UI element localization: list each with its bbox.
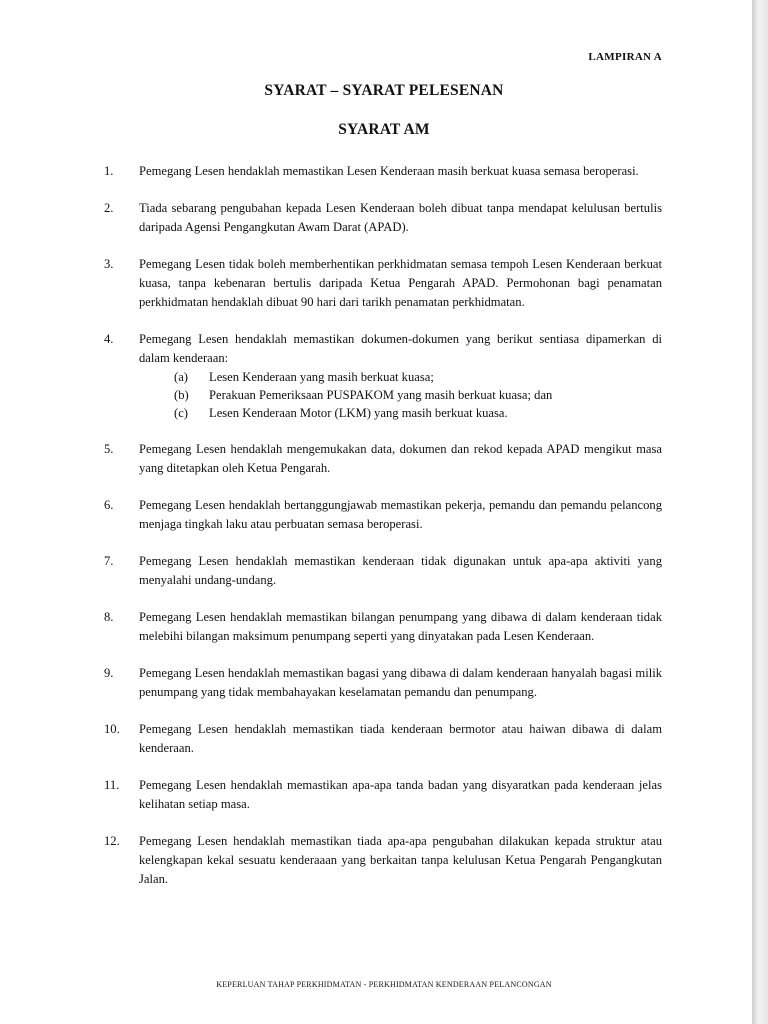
list-item: [104, 330, 662, 422]
list-item: [104, 255, 662, 312]
document-title: SYARAT – SYARAT PELESENAN: [264, 82, 504, 99]
sub-item: [139, 386, 662, 404]
item-text: Pemegang Lesen hendaklah memastikan kenderaan tidak digunakan untuk apa-apa aktiviti yang menyalahi undang-undang.: [139, 554, 662, 587]
item-number: 6.: [104, 498, 114, 512]
sub-item-label: (a): [174, 370, 188, 384]
item-text: Tiada sebarang pengubahan kepada Lesen Kenderaan boleh dibuat tanpa mendapat kelulusan bertulis daripada Agensi Pengangkutan Awam Darat (APAD).: [139, 201, 662, 234]
item-text: Pemegang Lesen hendaklah memastikan dokumen-dokumen yang berikut sentiasa dipamerkan di dalam kenderaan:: [139, 332, 662, 365]
list-item: [104, 664, 662, 702]
item-number: 5.: [104, 442, 114, 456]
sub-item-label: (c): [174, 406, 188, 420]
item-number: 8.: [104, 610, 114, 624]
page-edge-shadow: [752, 0, 768, 1024]
appendix-label: LAMPIRAN A: [588, 51, 662, 63]
sub-item: [139, 404, 662, 422]
conditions-list: [104, 162, 662, 907]
sub-item: [139, 368, 662, 386]
item-text: Pemegang Lesen hendaklah memastikan Lesen Kenderaan masih berkuat kuasa semasa beroperasi.: [139, 164, 639, 178]
item-number: 10.: [104, 722, 120, 736]
page-footer: KEPERLUAN TAHAP PERKHIDMATAN - PERKHIDMATAN KENDERAAN PELANCONGAN: [216, 980, 552, 989]
list-item: [104, 552, 662, 590]
item-text: Pemegang Lesen hendaklah memastikan apa-apa tanda badan yang disyaratkan pada kenderaan jelas kelihatan setiap masa.: [139, 778, 662, 811]
list-item: [104, 608, 662, 646]
list-item: [104, 440, 662, 478]
sub-item-label: (b): [174, 388, 189, 402]
item-number: 12.: [104, 834, 120, 848]
list-item: [104, 496, 662, 534]
item-number: 2.: [104, 201, 114, 215]
item-text: Pemegang Lesen hendaklah bertanggungjawab memastikan pekerja, pemandu dan pemandu pelancong menjaga tingkah laku atau perbuatan semasa beroperasi.: [139, 498, 662, 531]
item-text: Pemegang Lesen hendaklah memastikan bilangan penumpang yang dibawa di dalam kenderaan tidak melebihi bilangan maksimum penumpang seperti yang dinyatakan pada Lesen Kenderaan.: [139, 610, 662, 643]
sub-item-text: Lesen Kenderaan yang masih berkuat kuasa;: [209, 370, 434, 384]
item-text: Pemegang Lesen hendaklah memastikan bagasi yang dibawa di dalam kenderaan hanyalah bagasi milik penumpang yang tidak membahayakan keselamatan pemandu dan penumpang.: [139, 666, 662, 699]
item-text: Pemegang Lesen hendaklah mengemukakan data, dokumen dan rekod kepada APAD mengikut masa yang ditetapkan oleh Ketua Pengarah.: [139, 442, 662, 475]
item-number: 11.: [104, 778, 120, 792]
item-text: Pemegang Lesen hendaklah memastikan tiada apa-apa pengubahan dilakukan kepada struktur atau kelengkapan kekal sesuatu kenderaaan yang berkaitan tanpa kelulusan Ketua Pengarah Pengangkutan Jalan.: [139, 834, 662, 886]
item-body: [139, 330, 662, 422]
item-number: 4.: [104, 332, 114, 346]
list-item: [104, 199, 662, 237]
item-text: Pemegang Lesen hendaklah memastikan tiada kenderaan bermotor atau haiwan dibawa di dalam kenderaan.: [139, 722, 662, 755]
section-title: SYARAT AM: [338, 121, 430, 138]
sub-item-text: Lesen Kenderaan Motor (LKM) yang masih berkuat kuasa.: [209, 406, 508, 420]
item-number: 9.: [104, 666, 114, 680]
list-item: [104, 720, 662, 758]
list-item: [104, 776, 662, 814]
item-number: 7.: [104, 554, 114, 568]
list-item: [104, 832, 662, 889]
sub-item-text: Perakuan Pemeriksaan PUSPAKOM yang masih berkuat kuasa; dan: [209, 388, 553, 402]
item-text: Pemegang Lesen tidak boleh memberhentikan perkhidmatan semasa tempoh Lesen Kenderaan berkuat kuasa, tanpa kebenaran bertulis daripada Ketua Pengarah APAD. Permohonan bagi penamatan perkhidmatan hendaklah dibuat 90 hari dari tarikh penamatan perkhidmatan.: [139, 257, 662, 309]
item-number: 3.: [104, 257, 114, 271]
item-number: 1.: [104, 164, 114, 178]
list-item: [104, 162, 662, 181]
